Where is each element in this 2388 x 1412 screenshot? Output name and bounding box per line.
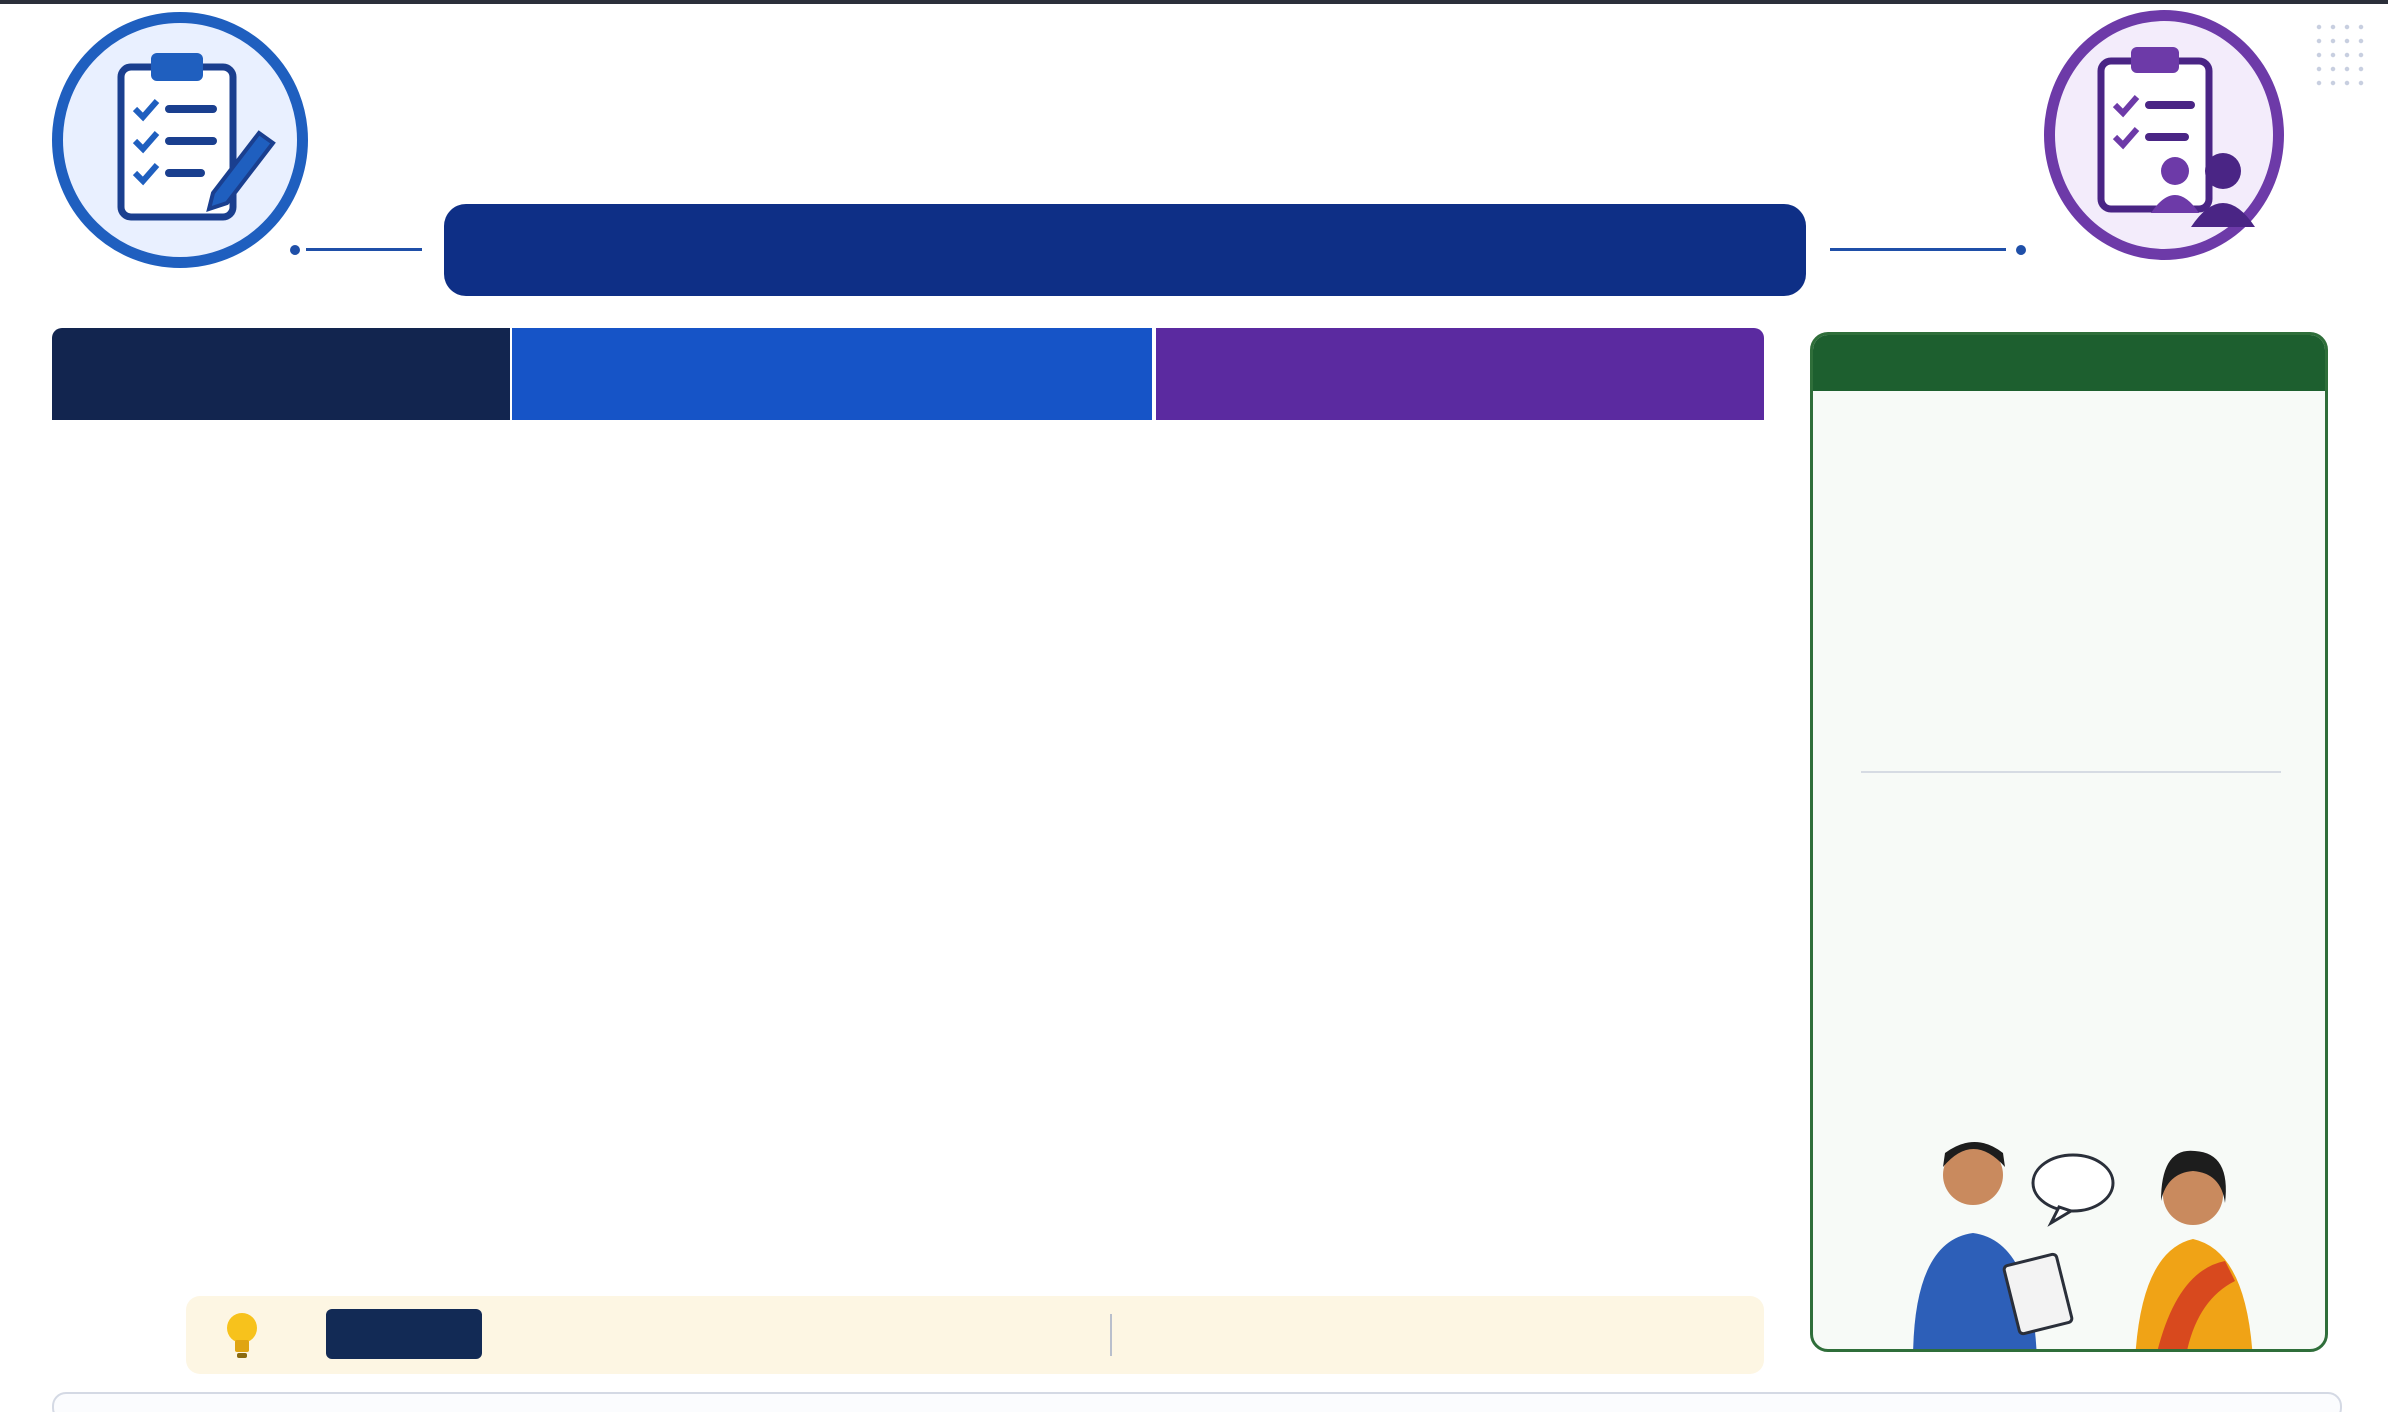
header-questionnaires — [512, 328, 1152, 420]
header-schedules-title — [1156, 328, 1764, 338]
decor-line-right — [1830, 248, 2006, 251]
comparison-table — [52, 328, 1764, 1276]
top-border — [0, 0, 2388, 4]
header-basis — [52, 328, 510, 420]
summary-strip — [186, 1296, 1764, 1374]
clipboard-checklist-pen-icon — [52, 12, 308, 268]
when-to-use-panel — [1810, 332, 2328, 1352]
header-schedules — [1156, 328, 1764, 420]
clipboard-people-icon — [2044, 10, 2284, 260]
summary-separator — [1110, 1314, 1112, 1356]
summary-questionnaires — [520, 1316, 548, 1356]
header-questionnaires-title — [512, 328, 1152, 338]
decor-line-left — [306, 248, 422, 251]
interview-illustration — [1873, 1131, 2293, 1352]
lightbulb-icon — [222, 1310, 262, 1360]
summary-tag — [326, 1309, 482, 1359]
decor-dot-right — [2016, 245, 2026, 255]
bottom-panel-edge — [52, 1392, 2342, 1412]
when-divider — [1861, 771, 2281, 773]
when-title — [1813, 335, 2325, 391]
decor-dot-left — [290, 245, 300, 255]
decor-dot-grid — [2312, 20, 2372, 90]
summary-schedules — [1146, 1316, 1174, 1356]
subtitle-banner — [444, 204, 1806, 296]
